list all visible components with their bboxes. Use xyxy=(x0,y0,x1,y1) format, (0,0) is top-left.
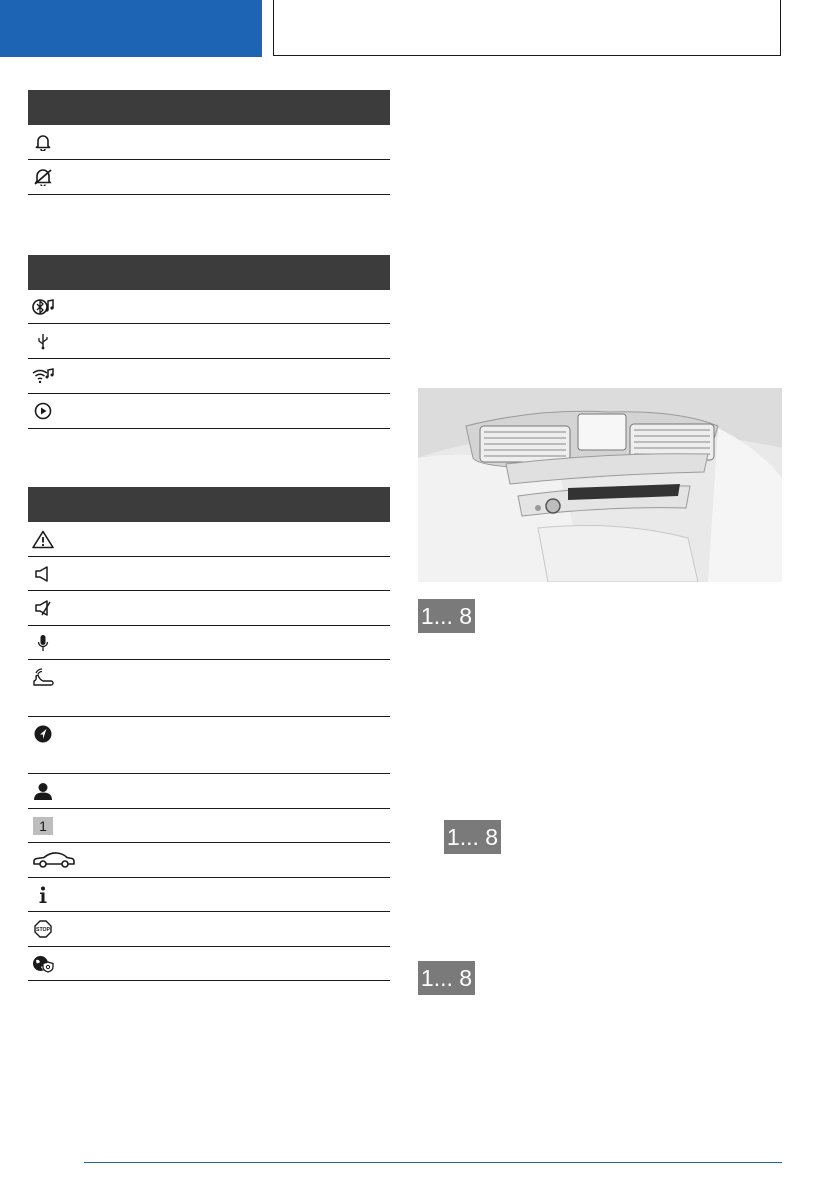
table-header xyxy=(28,90,390,125)
number-box-icon xyxy=(33,817,53,835)
info-icon xyxy=(32,885,54,905)
dashboard-photo xyxy=(418,388,782,582)
table-row xyxy=(28,774,390,809)
svg-text:STOP: STOP xyxy=(35,927,51,934)
table-header xyxy=(28,487,390,522)
speaker-muted-icon xyxy=(32,598,54,618)
table-row xyxy=(28,359,390,394)
table-row xyxy=(28,626,390,660)
table-row xyxy=(28,660,390,717)
number-range-badge: 1... 8 xyxy=(444,820,501,854)
navigation-arrow-icon xyxy=(32,724,54,744)
table-row xyxy=(28,160,390,195)
table-row xyxy=(28,878,390,912)
speaker-icon xyxy=(32,564,54,584)
person-icon xyxy=(32,781,54,801)
table-row xyxy=(28,843,390,878)
table-row xyxy=(28,591,390,626)
usb-icon xyxy=(32,331,54,351)
table-row xyxy=(28,557,390,591)
globe-shield-icon xyxy=(32,954,54,974)
media-sources-table xyxy=(28,255,390,429)
assistant-icon xyxy=(32,667,54,687)
table-row xyxy=(28,290,390,324)
play-icon xyxy=(32,401,54,421)
table-row xyxy=(28,125,390,160)
table-row xyxy=(28,522,390,557)
stop-icon xyxy=(32,919,54,939)
wifi-audio-icon xyxy=(32,366,54,386)
table-header xyxy=(28,255,390,290)
warning-triangle-icon xyxy=(32,529,54,549)
table-row xyxy=(28,947,390,981)
table-row xyxy=(28,809,390,843)
table-row xyxy=(28,717,390,774)
number-range-badge: 1... 8 xyxy=(418,961,475,995)
status-table xyxy=(28,487,390,981)
number-box-label: 1 xyxy=(39,818,47,834)
bell-icon xyxy=(32,132,54,152)
notifications-table xyxy=(28,90,390,195)
chapter-tab xyxy=(0,0,262,57)
table-row xyxy=(28,394,390,429)
table-row xyxy=(28,912,390,947)
number-range-badge: 1... 8 xyxy=(418,599,475,633)
table-row xyxy=(28,324,390,359)
footer-rule xyxy=(84,1162,782,1163)
bluetooth-audio-icon xyxy=(32,297,54,317)
microphone-icon xyxy=(32,633,54,653)
page-header-box xyxy=(273,0,781,56)
notifications-off-icon xyxy=(32,167,54,187)
car-icon xyxy=(32,850,76,870)
